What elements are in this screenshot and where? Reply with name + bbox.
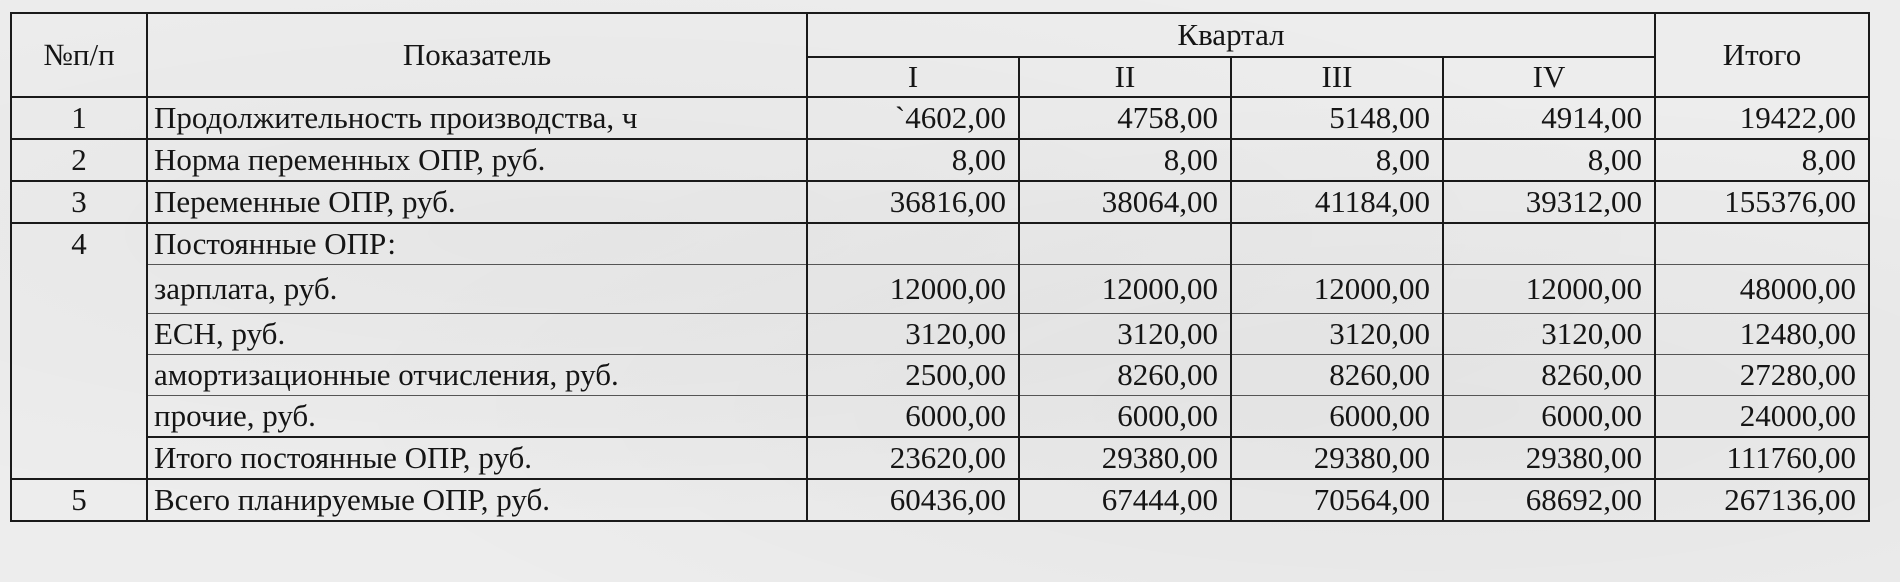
cell-q3: 70564,00 [1231,479,1443,521]
cell-q1: 2500,00 [807,355,1019,396]
cell-total: 19422,00 [1655,97,1869,139]
row-name: Переменные ОПР, руб. [147,181,807,223]
cell-q3: 5148,00 [1231,97,1443,139]
row-name: Всего планируемые ОПР, руб. [147,479,807,521]
cell-q2: 67444,00 [1019,479,1231,521]
cell-q4: 8,00 [1443,139,1655,181]
row-name: Постоянные ОПР: [147,223,807,265]
cell-total: 24000,00 [1655,396,1869,438]
header-quarter-3: III [1231,57,1443,97]
cell-q3: 12000,00 [1231,265,1443,314]
row-name: Итого постоянные ОПР, руб. [147,437,807,479]
cell-q2: 12000,00 [1019,265,1231,314]
header-row-top [11,13,1869,57]
cell-total: 267136,00 [1655,479,1869,521]
cell-q1: 23620,00 [807,437,1019,479]
row-num: 1 [11,97,147,139]
table-row [11,265,1869,314]
cell-q1: 3120,00 [807,314,1019,355]
table-row [11,223,1869,265]
table-row [11,437,1869,479]
row-name: зарплата, руб. [147,265,807,314]
row-num: 2 [11,139,147,181]
header-quarter-4: IV [1443,57,1655,97]
cell-q1: 6000,00 [807,396,1019,438]
cell-total: 48000,00 [1655,265,1869,314]
cell-q1: `4602,00 [807,97,1019,139]
table-row [11,396,1869,438]
cell-q4: 8260,00 [1443,355,1655,396]
cell-q2: 4758,00 [1019,97,1231,139]
cell-total: 12480,00 [1655,314,1869,355]
header-num: №п/п [11,13,147,97]
header-indicator: Показатель [147,13,807,97]
cell-q4: 4914,00 [1443,97,1655,139]
cell-total: 155376,00 [1655,181,1869,223]
cell-q3: 41184,00 [1231,181,1443,223]
row-num: 3 [11,181,147,223]
cell-q2: 8260,00 [1019,355,1231,396]
row-name: Продолжительность производства, ч [147,97,807,139]
cell-q1: 8,00 [807,139,1019,181]
table-row [11,355,1869,396]
table-row [11,139,1869,181]
row-num: 5 [11,479,147,521]
table-row [11,314,1869,355]
table-row [11,97,1869,139]
cell-q2: 38064,00 [1019,181,1231,223]
header-quarter: Квартал [807,13,1655,57]
cell-q2: 8,00 [1019,139,1231,181]
table-row [11,479,1869,521]
table-row [11,181,1869,223]
cell-q3: 29380,00 [1231,437,1443,479]
cell-q4: 3120,00 [1443,314,1655,355]
cell-total: 27280,00 [1655,355,1869,396]
cell-q4: 68692,00 [1443,479,1655,521]
cell-q4: 12000,00 [1443,265,1655,314]
cell-q1: 36816,00 [807,181,1019,223]
cell-q3: 6000,00 [1231,396,1443,438]
cell-q4: 6000,00 [1443,396,1655,438]
cell-q4: 29380,00 [1443,437,1655,479]
cell-q2: 29380,00 [1019,437,1231,479]
cell-q3: 8260,00 [1231,355,1443,396]
header-quarter-1: I [807,57,1019,97]
cell-total: 8,00 [1655,139,1869,181]
cell-q1: 12000,00 [807,265,1019,314]
row-name: Норма переменных ОПР, руб. [147,139,807,181]
cell-q1: 60436,00 [807,479,1019,521]
header-total: Итого [1655,13,1869,97]
row-name: ЕСН, руб. [147,314,807,355]
cell-q2: 3120,00 [1019,314,1231,355]
row-name: прочие, руб. [147,396,807,438]
overhead-budget-table [10,12,1870,522]
row-name: амортизационные отчисления, руб. [147,355,807,396]
cell-q2: 6000,00 [1019,396,1231,438]
row-num: 4 [11,223,147,479]
cell-q3: 3120,00 [1231,314,1443,355]
cell-q4: 39312,00 [1443,181,1655,223]
header-quarter-2: II [1019,57,1231,97]
cell-total: 111760,00 [1655,437,1869,479]
cell-q3: 8,00 [1231,139,1443,181]
